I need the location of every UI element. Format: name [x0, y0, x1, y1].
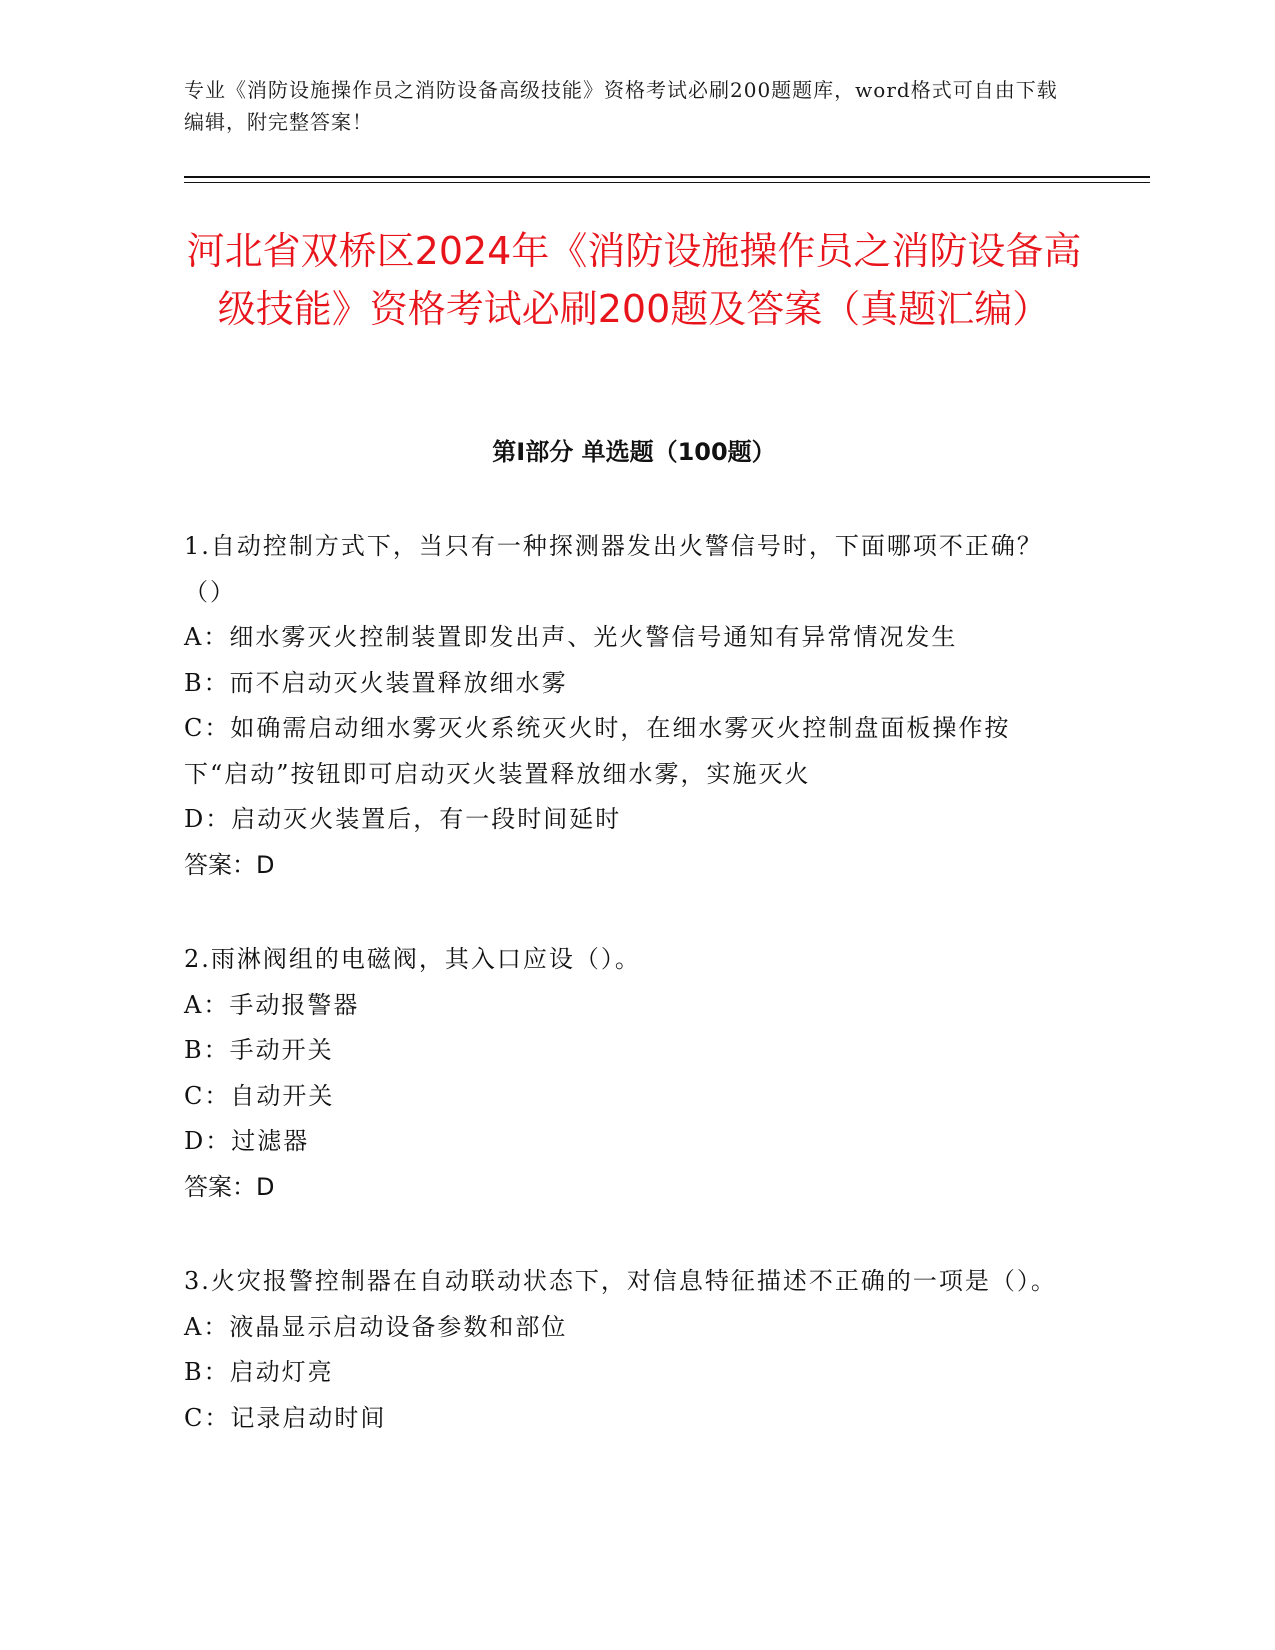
- option-a: A：细水雾灭火控制装置即发出声、光火警信号通知有异常情况发生: [184, 623, 958, 651]
- section-title: 第I部分 单选题（100题）: [492, 438, 776, 466]
- question-3: [184, 1259, 1064, 1441]
- question-1: [184, 524, 1064, 888]
- option-a: A：手动报警器: [184, 990, 360, 1019]
- question-2: [184, 937, 1064, 1210]
- question-stem: 3.火灾报警控制器在自动联动状态下，对信息特征描述不正确的一项是（）。: [184, 1267, 1057, 1295]
- option-a: A：液晶显示启动设备参数和部位: [184, 1312, 568, 1341]
- question-stem: 2.雨淋阀组的电磁阀，其入口应设（）。: [184, 945, 641, 973]
- option-b: B：而不启动灭火装置释放细水雾: [184, 668, 568, 697]
- answer: 答案：D: [184, 850, 275, 879]
- option-d: D：启动灭火装置后，有一段时间延时: [184, 805, 622, 833]
- header-rule-thin: [184, 182, 1150, 183]
- option-c: C：自动开关: [184, 1081, 335, 1110]
- option-b: B：启动灯亮: [184, 1358, 334, 1386]
- option-c: C：记录启动时间: [184, 1403, 387, 1432]
- option-c: C：如确需启动细水雾灭火系统灭火时，在细水雾灭火控制盘面板操作按下“启动”按钮即可启动灭火装置释放细水雾，实施灭火: [184, 714, 1011, 788]
- option-b: B：手动开关: [184, 1036, 334, 1064]
- header-note: 专业《消防设施操作员之消防设备高级技能》资格考试必刷200题题库，word格式可自由下载编辑，附完整答案！: [184, 78, 1058, 134]
- document-title: 河北省双桥区2024年《消防设施操作员之消防设备高级技能》资格考试必刷200题及答案（真题汇编）: [186, 229, 1082, 331]
- option-d: D：过滤器: [184, 1127, 310, 1155]
- question-stem: 1.自动控制方式下，当只有一种探测器发出火警信号时，下面哪项不正确？（）: [184, 532, 1043, 606]
- answer: 答案：D: [184, 1172, 275, 1201]
- header-rule-thick: [184, 176, 1150, 178]
- question-list: [184, 524, 1064, 1490]
